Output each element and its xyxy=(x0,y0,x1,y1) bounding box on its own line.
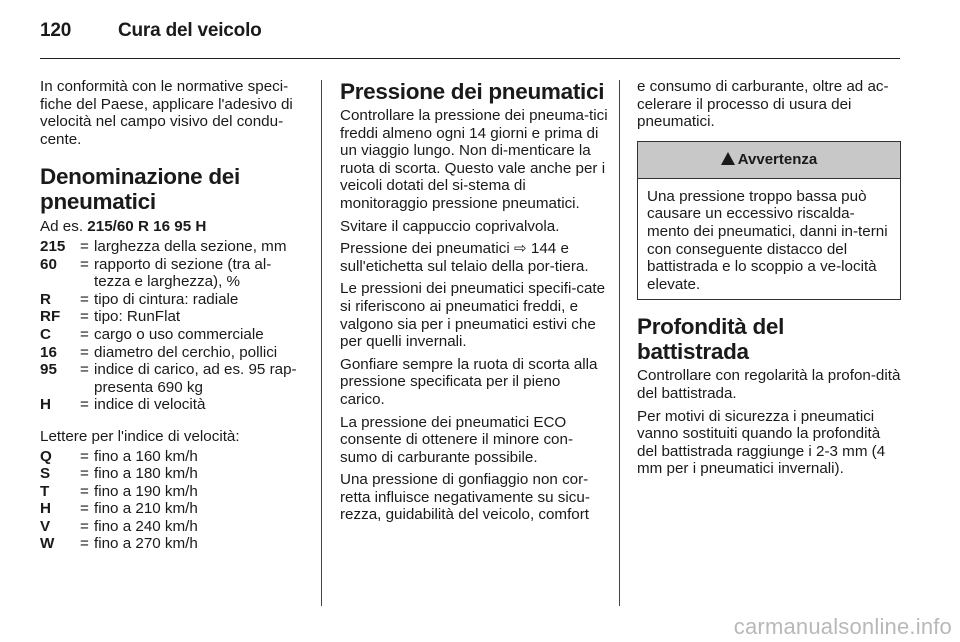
equals-sign: = xyxy=(80,482,89,500)
definition-row-key: 95 xyxy=(40,361,57,379)
speed-row-key: Q xyxy=(40,447,52,465)
equals-sign: = xyxy=(80,465,89,483)
definition-row xyxy=(40,344,306,362)
speed-row-value: fino a 190 km/h xyxy=(94,482,198,500)
pressure-paragraph-3 xyxy=(340,240,608,275)
definition-row-key: R xyxy=(40,290,51,308)
speed-row-value: fino a 210 km/h xyxy=(94,500,198,518)
page-reference-link[interactable]: 144 xyxy=(530,240,557,258)
page-title: Cura del veicolo xyxy=(118,20,262,41)
equals-sign: = xyxy=(80,255,89,273)
pressure-paragraph-7: Una pressione di gonfiaggio non cor-retta influisce negativamente su sicu-rezza, guidabilità del veicolo, comfort xyxy=(340,471,590,524)
watermark: carmanualsonline.info xyxy=(733,614,952,639)
warning-header xyxy=(638,142,900,179)
equals-sign: = xyxy=(80,500,89,518)
speed-row xyxy=(40,448,306,466)
speed-row xyxy=(40,483,306,501)
definition-row-key: RF xyxy=(40,308,61,326)
definition-row-key: 16 xyxy=(40,343,57,361)
equals-sign: = xyxy=(80,535,89,553)
speed-row-key: W xyxy=(40,535,55,553)
warning-box xyxy=(637,141,901,301)
speed-row xyxy=(40,465,306,483)
definition-row-key: 60 xyxy=(40,255,57,273)
warning-text: Una pressione troppo bassa può causare un eccessivo riscalda-mento dei pneumatici, danni in-terni con conseguente distacco del battistrada e lo scoppio a ve-locità elevate. xyxy=(647,187,888,293)
speed-row-value: fino a 270 km/h xyxy=(94,535,198,553)
speed-row-key: S xyxy=(40,465,51,483)
warning-triangle-icon xyxy=(721,152,735,165)
intro-paragraph: In conformità con le normative speci-fiche del Paese, applicare l'adesivo di velocità nel campo visivo del condu-cente. xyxy=(40,78,293,148)
speed-row xyxy=(40,535,306,553)
definition-row-value: cargo o uso commerciale xyxy=(94,325,264,343)
definition-row-key: 215 xyxy=(40,237,66,255)
speed-row-value: fino a 160 km/h xyxy=(94,447,198,465)
pressure-paragraph-6: La pressione dei pneumatici ECO consente di ottenere il minore con-sumo di carburante possibile. xyxy=(340,413,574,466)
example-prefix: Ad es. xyxy=(40,218,84,236)
speed-row-key: H xyxy=(40,500,51,518)
speed-row-key: V xyxy=(40,517,51,535)
definition-row-value: tipo: RunFlat xyxy=(94,308,181,326)
speed-row-value: fino a 240 km/h xyxy=(94,517,198,535)
definition-row-value: rapporto di sezione (tra al-tezza e larghezza), % xyxy=(94,255,272,291)
definition-row xyxy=(40,326,306,344)
definition-row-key: H xyxy=(40,396,51,414)
example-code: 215/60 R 16 95 H xyxy=(87,218,207,236)
header-divider xyxy=(40,58,900,59)
equals-sign: = xyxy=(80,343,89,361)
definition-row-key: C xyxy=(40,325,51,343)
tread-depth-heading: Profondità del battistrada xyxy=(637,314,785,365)
equals-sign: = xyxy=(80,447,89,465)
speed-index-intro: Lettere per l'indice di velocità: xyxy=(40,427,240,445)
equals-sign: = xyxy=(80,325,89,343)
definition-row-value: larghezza della sezione, mm xyxy=(94,237,287,255)
example-line xyxy=(40,218,306,236)
speed-row-value: fino a 180 km/h xyxy=(94,465,198,483)
definition-row-value: indice di velocità xyxy=(94,396,206,414)
continued-paragraph: e consumo di carburante, oltre ad ac-celerare il processo di usura dei pneumatici. xyxy=(637,78,889,131)
column-1 xyxy=(40,78,306,553)
speed-row xyxy=(40,518,306,536)
equals-sign: = xyxy=(80,517,89,535)
tire-pressure-heading: Pressione dei pneumatici xyxy=(340,79,605,104)
definition-row xyxy=(40,361,306,396)
page-header xyxy=(40,20,262,42)
pressure-reference-text-cont: e sull'etichetta sul telaio della por-tiera. xyxy=(340,240,589,275)
designation-definition-list xyxy=(40,238,306,414)
page-number: 120 xyxy=(40,20,72,41)
tire-designation-heading: Denominazione dei pneumatici xyxy=(40,164,240,215)
speed-row xyxy=(40,500,306,518)
pressure-paragraph-1: Controllare la pressione dei pneuma-tici freddi almeno ogni 14 giorni e prima di un viaggio lungo. Non di-menticare la ruota di scorta. Questo vale anche per i veicoli dotati del si-stema di monitoraggio pressione pneumatici. xyxy=(340,107,608,212)
definition-row xyxy=(40,308,306,326)
pressure-paragraph-5: Gonfiare sempre la ruota di scorta alla pressione specificata per il pieno carico. xyxy=(340,355,598,408)
pressure-reference-text: Pressione dei pneumatici xyxy=(340,240,510,258)
speed-index-list xyxy=(40,448,306,554)
tread-paragraph-1: Controllare con regolarità la profon-dità del battistrada. xyxy=(637,367,901,402)
equals-sign: = xyxy=(80,396,89,414)
column-divider-1 xyxy=(321,80,322,606)
column-3 xyxy=(637,78,901,483)
definition-row xyxy=(40,291,306,309)
page-reference-arrow-icon: ⇨ xyxy=(513,240,527,258)
equals-sign: = xyxy=(80,361,89,379)
definition-row xyxy=(40,238,306,256)
column-2 xyxy=(340,79,608,529)
definition-row-value: tipo di cintura: radiale xyxy=(94,290,239,308)
definition-row-value: indice di carico, ad es. 95 rap-presenta 690 kg xyxy=(94,361,297,396)
warning-title: Avvertenza xyxy=(737,150,818,168)
pressure-paragraph-2: Svitare il cappuccio coprivalvola. xyxy=(340,217,560,235)
definition-row xyxy=(40,256,306,291)
column-divider-2 xyxy=(619,80,620,606)
tread-paragraph-2: Per motivi di sicurezza i pneumatici vanno sostituiti quando la profondità del battistrada raggiunge i 2-3 mm (4 mm per i pneumatici invernali). xyxy=(637,407,886,478)
equals-sign: = xyxy=(80,237,89,255)
pressure-paragraph-4: Le pressioni dei pneumatici specifi-cate si riferiscono ai pneumatici freddi, e valgono sia per i pneumatici estivi che per quelli invernali. xyxy=(340,280,606,351)
definition-row-value: diametro del cerchio, pollici xyxy=(94,343,278,361)
definition-row xyxy=(40,396,306,414)
speed-row-key: T xyxy=(40,482,50,500)
equals-sign: = xyxy=(80,308,89,326)
equals-sign: = xyxy=(80,290,89,308)
